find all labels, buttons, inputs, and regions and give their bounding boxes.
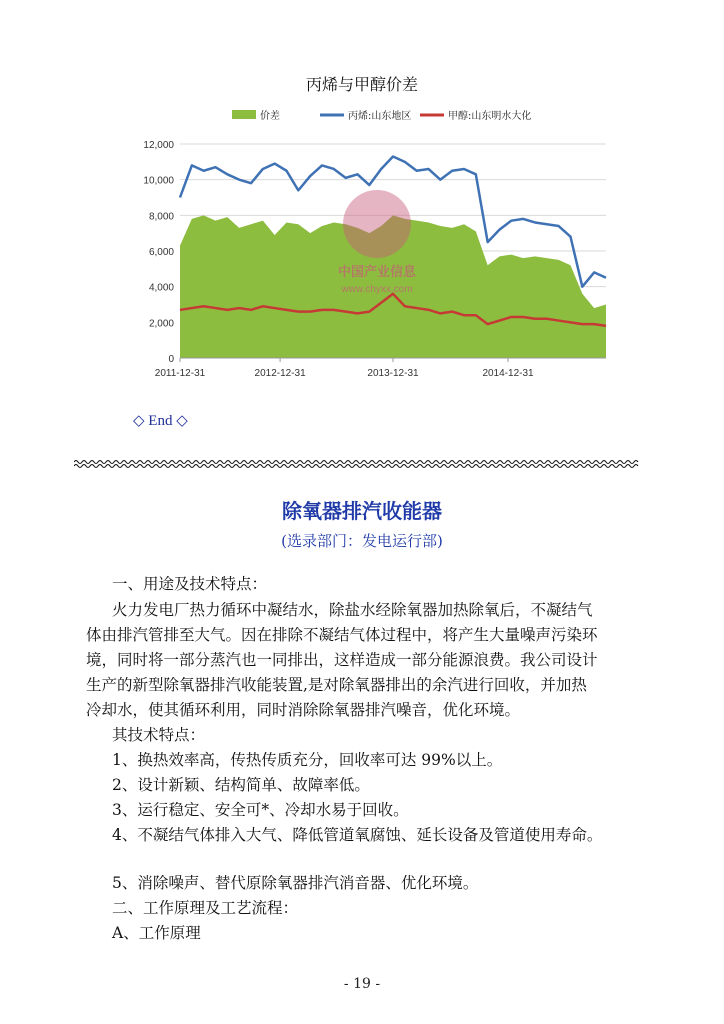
- feature-item: 1、换热效率高，传热传质充分，回收率可达 99%以上。: [112, 751, 503, 769]
- y-tick-label: 8,000: [148, 211, 174, 223]
- page-number: - 19 -: [343, 976, 381, 992]
- x-tick-label: 2014-12-31: [482, 368, 534, 379]
- legend-label: 丙烯:山东地区: [348, 111, 412, 122]
- feature-item: 5、消除噪声、替代原除氧器排汽消音器、优化环境。: [112, 874, 479, 892]
- body-line: 冷却水，使其循环利用，同时消除除氧器排汽噪音，优化环境。: [86, 701, 521, 719]
- y-tick-label: 0: [168, 354, 174, 365]
- y-tick-label: 6,000: [148, 247, 174, 258]
- body-line: 生产的新型除氧器排汽收能装置,是对除氧器排出的余汽进行回收，并加热: [86, 676, 587, 694]
- watermark-url: www.chyxx.com: [341, 284, 413, 295]
- feature-item: 4、不凝结气体排入大气、降低管道氧腐蚀、延长设备及管道使用寿命。: [112, 826, 603, 844]
- feature-item: 3、运行稳定、安全可*、冷却水易于回收。: [112, 801, 409, 819]
- x-tick-label: 2011-12-31: [154, 368, 206, 379]
- subsection-heading: A、工作原理: [112, 924, 201, 942]
- article-title: 除氧器排汽收能器: [282, 499, 442, 523]
- section-heading-2: 二、工作原理及工艺流程：: [112, 899, 299, 917]
- x-tick-label: 2013-12-31: [367, 368, 419, 379]
- y-tick-label: 10,000: [143, 175, 174, 187]
- wavy-divider: [74, 459, 640, 469]
- chart-svg: [120, 100, 620, 400]
- body-line: 境，同时将一部分蒸汽也一同排出，这样造成一部分能源浪费。我公司设计: [86, 651, 598, 669]
- x-tick-label: 2012-12-31: [254, 368, 306, 379]
- legend-label: 价差: [260, 111, 280, 122]
- section-heading-1: 一、用途及技术特点：: [112, 575, 268, 593]
- y-tick-label: 2,000: [148, 318, 174, 330]
- article-subtitle: (选录部门：发电运行部): [281, 532, 443, 550]
- chart-title: 丙烯与甲醇价差: [305, 75, 418, 94]
- watermark-text: 中国产业信息: [337, 265, 417, 280]
- y-tick-label: 12,000: [143, 140, 174, 151]
- features-intro: 其技术特点：: [112, 726, 206, 744]
- feature-item: 2、设计新颖、结构简单、故障率低。: [112, 776, 370, 794]
- price-spread-chart: [120, 100, 620, 400]
- watermark-logo: [343, 190, 411, 258]
- body-line: 火力发电厂热力循环中凝结水，除盐水经除氧器加热除氧后，不凝结气: [112, 601, 593, 619]
- legend-label: 甲醇:山东明水大化: [448, 111, 532, 122]
- legend-swatch: [232, 110, 256, 119]
- body-line: 体由排汽管排至大气。因在排除不凝结气体过程中，将产生大量噪声污染环: [86, 626, 598, 644]
- end-marker: ◇ End ◇: [133, 413, 188, 429]
- y-tick-label: 4,000: [148, 282, 174, 294]
